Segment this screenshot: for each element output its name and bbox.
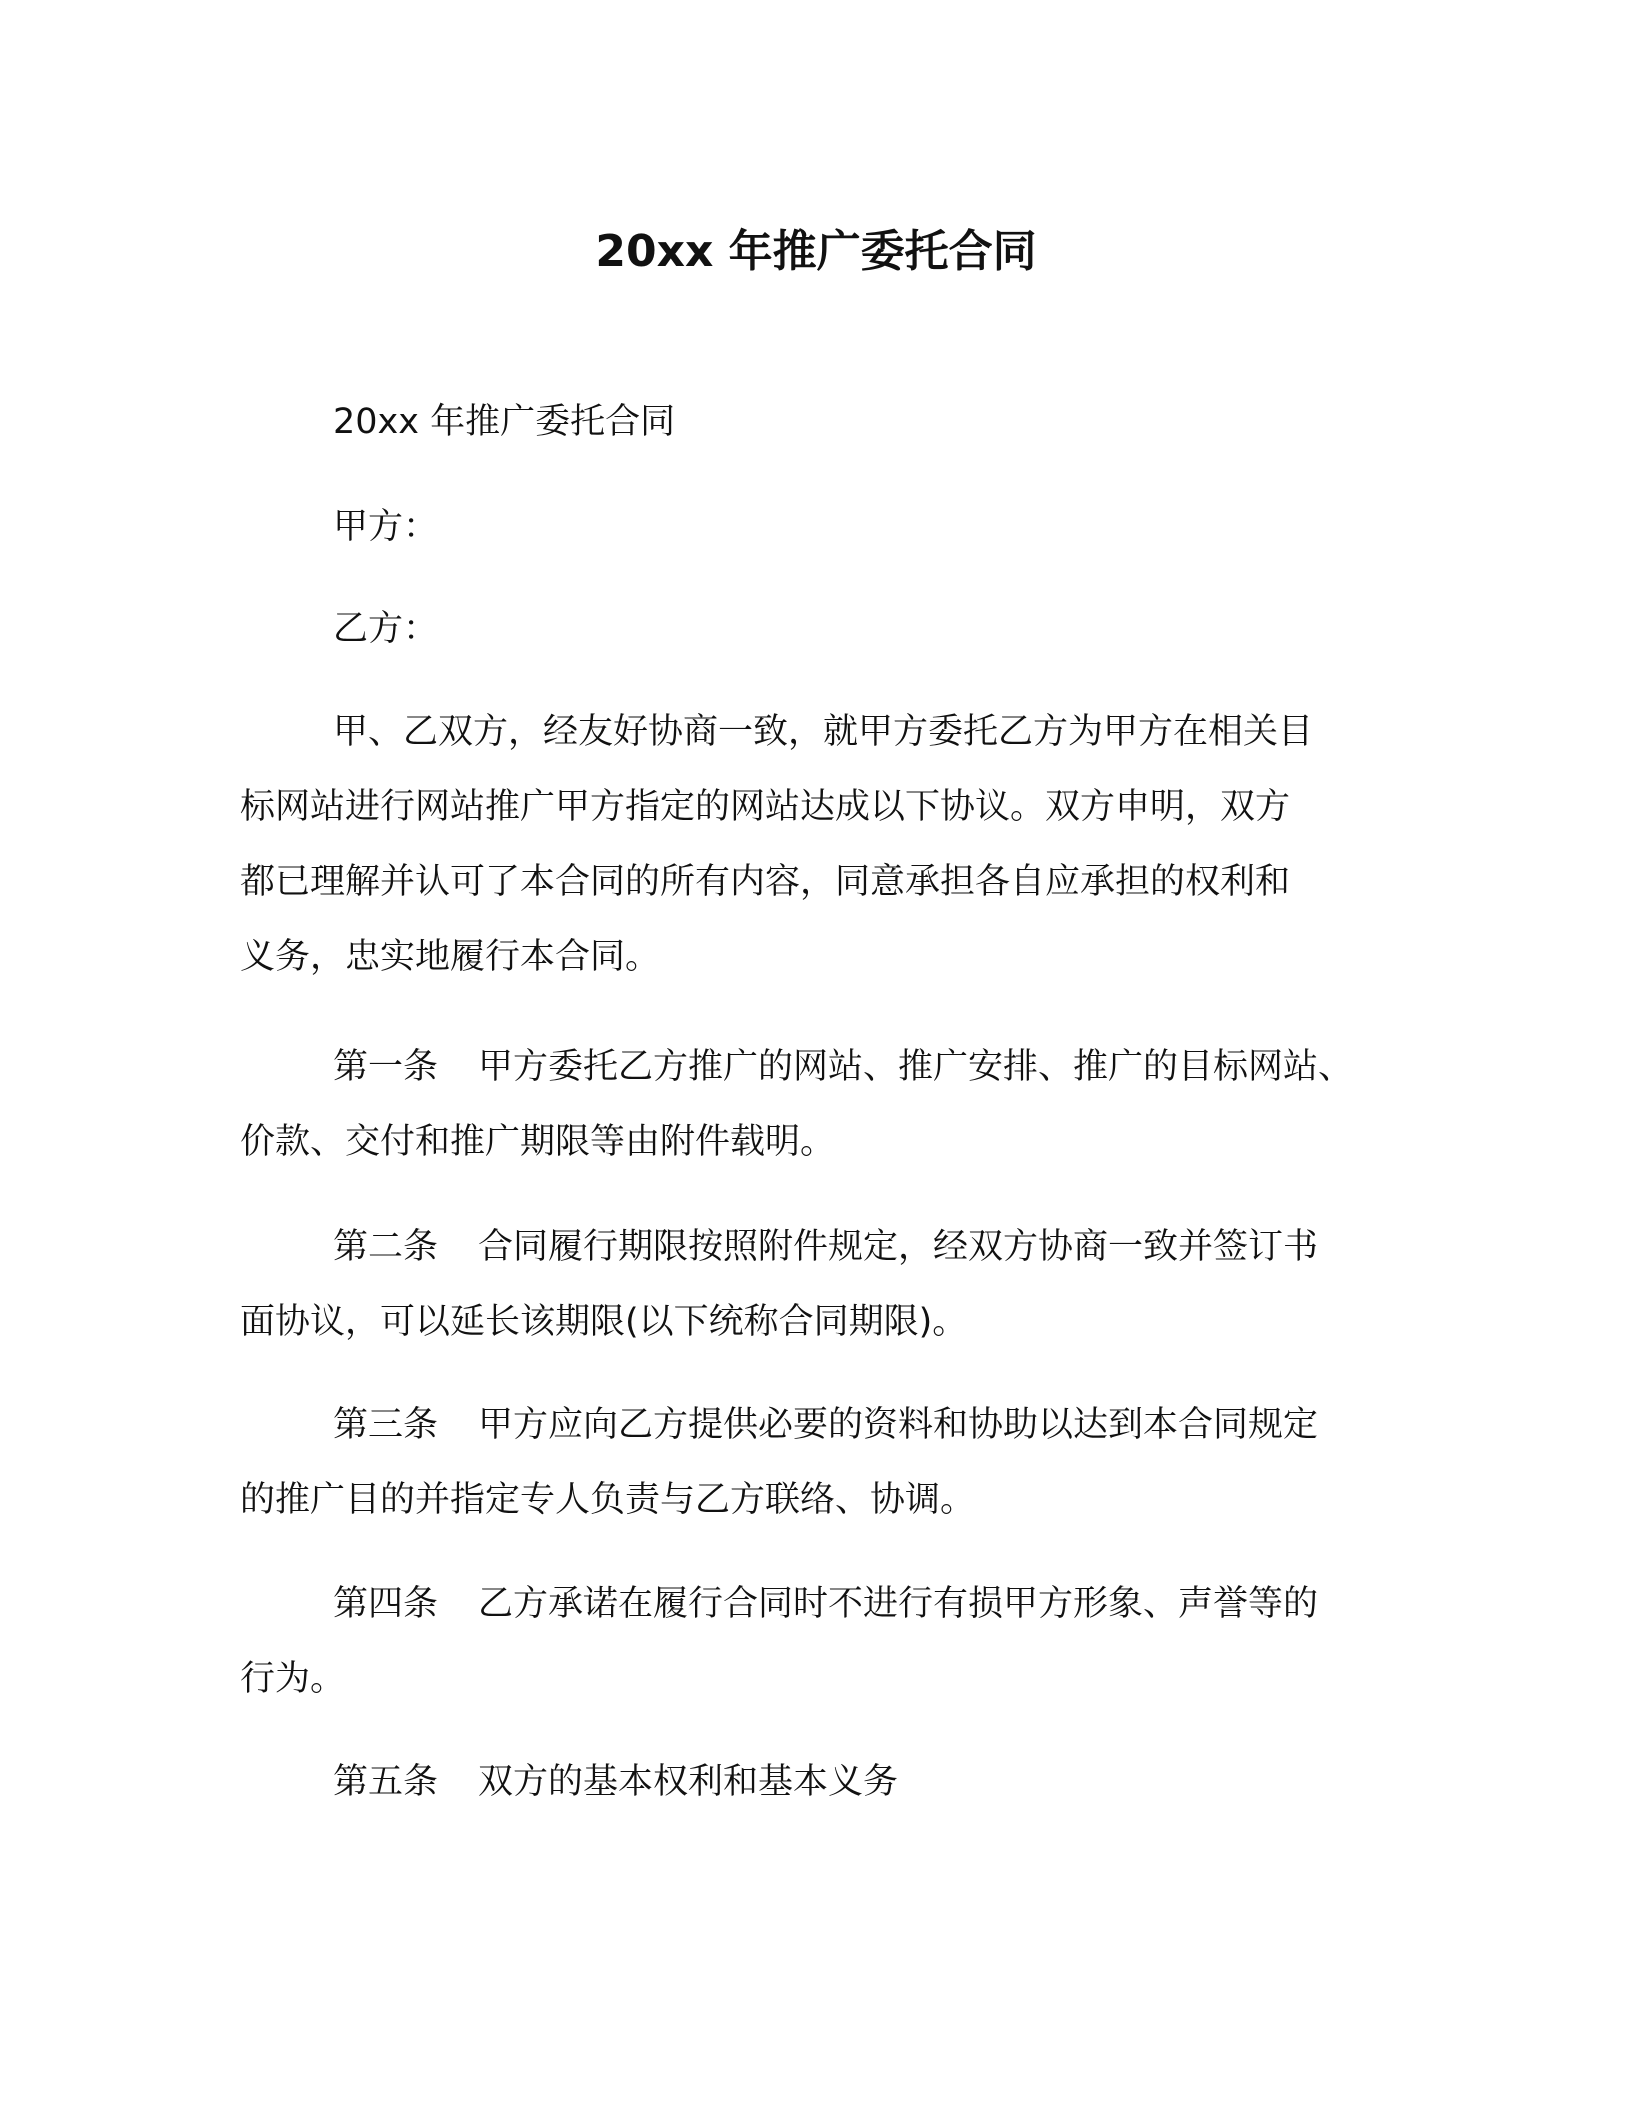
party-b-label: 乙方： (333, 609, 439, 649)
party-b-block (240, 592, 1390, 667)
article-first-line (240, 1745, 1390, 1820)
article-first-line (240, 1030, 1390, 1105)
article-2 (240, 1210, 1390, 1360)
article-label: 第四条 (333, 1584, 439, 1624)
party-a-label: 甲方： (333, 507, 439, 547)
article-label: 第三条 (333, 1405, 439, 1445)
article-text: 面协议，可以延长该期限(以下统称合同期限)。 (240, 1302, 968, 1342)
intro-line: 甲、乙双方，经友好协商一致，就甲方委托乙方为甲方在相关目 (333, 712, 1314, 752)
article-text: 甲方委托乙方推广的网站、推广安排、推广的目标网站、 (478, 1047, 1354, 1087)
article-1 (240, 1030, 1390, 1180)
intro-paragraph (240, 695, 1390, 995)
article-3 (240, 1388, 1390, 1538)
intro-line: 标网站进行网站推广甲方指定的网站达成以下协议。双方申明，双方 (240, 787, 1291, 827)
document-title: 20xx 年推广委托合同 (595, 226, 1037, 277)
article-label: 第一条 (333, 1047, 439, 1087)
article-4 (240, 1567, 1390, 1717)
article-first-line (240, 1388, 1390, 1463)
article-text: 乙方承诺在履行合同时不进行有损甲方形象、声誉等的 (478, 1584, 1319, 1624)
article-text: 合同履行期限按照附件规定，经双方协商一致并签订书 (478, 1227, 1319, 1267)
article-first-line (240, 1567, 1390, 1642)
article-text: 行为。 (240, 1659, 346, 1699)
article-text: 的推广目的并指定专人负责与乙方联络、协调。 (240, 1480, 976, 1520)
article-5 (240, 1745, 1390, 1820)
party-a-block (240, 490, 1390, 565)
intro-line: 都已理解并认可了本合同的所有内容，同意承担各自应承担的权利和 (240, 862, 1291, 902)
intro-line: 义务，忠实地履行本合同。 (240, 937, 661, 977)
document-subtitle: 20xx 年推广委托合同 (333, 402, 676, 442)
article-text: 甲方应向乙方提供必要的资料和协助以达到本合同规定 (478, 1405, 1319, 1445)
article-label: 第五条 (333, 1762, 439, 1802)
article-first-line (240, 1210, 1390, 1285)
document-subtitle-block (240, 385, 1390, 460)
article-text: 价款、交付和推广期限等由附件载明。 (240, 1122, 836, 1162)
article-text: 双方的基本权利和基本义务 (478, 1762, 899, 1802)
article-label: 第二条 (333, 1227, 439, 1267)
